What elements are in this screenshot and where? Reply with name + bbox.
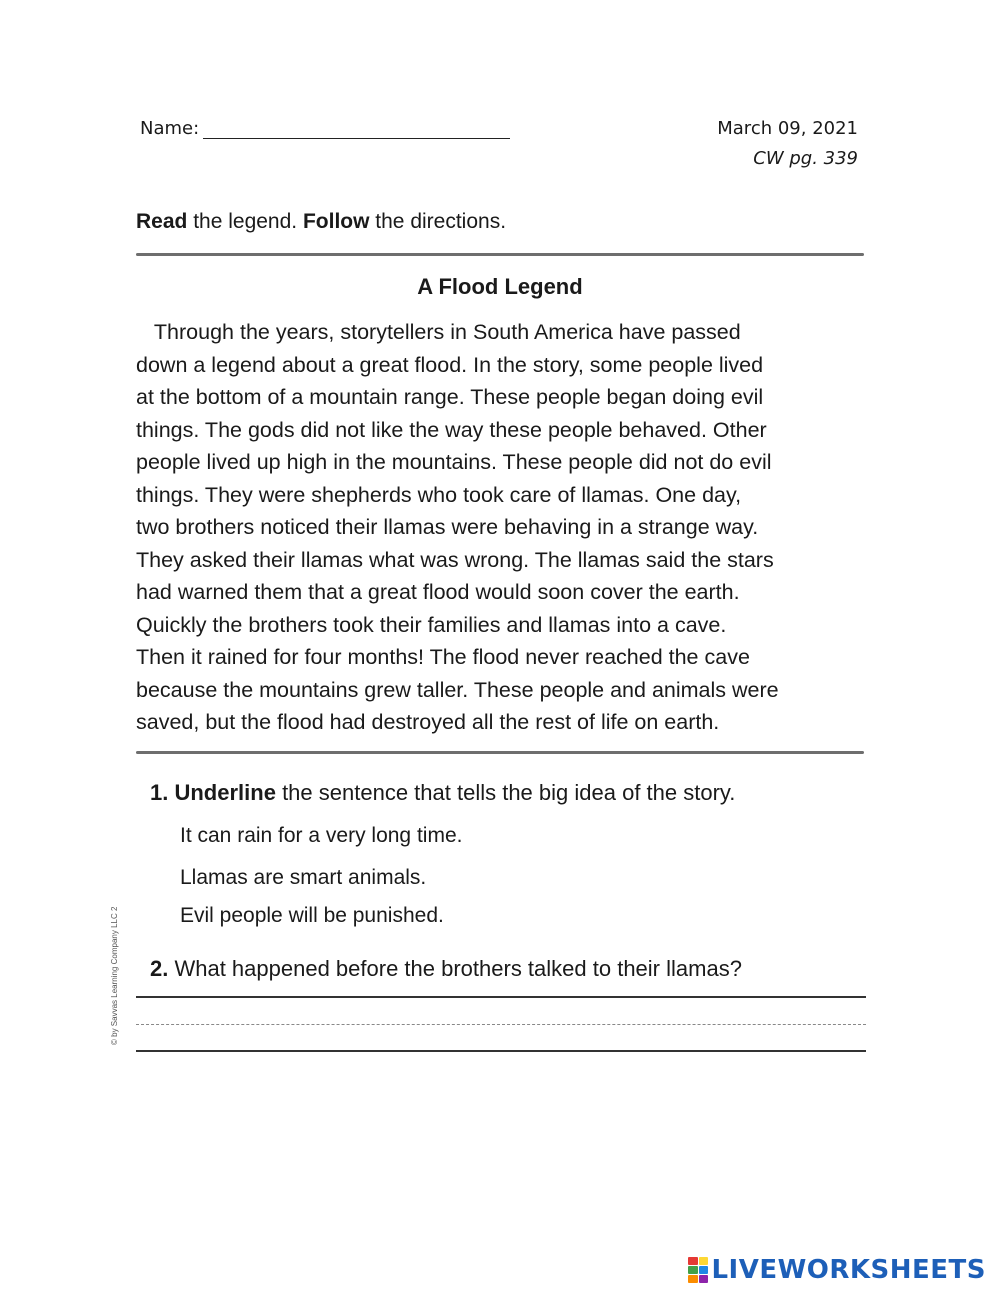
logo-block [699, 1266, 709, 1274]
question-2-text: What happened before the brothers talked to their llamas? [168, 956, 742, 981]
divider-top [136, 253, 864, 256]
passage-line: things. The gods did not like the way these people behaved. Other [136, 417, 767, 442]
divider-bottom [136, 751, 864, 754]
directions-read: Read [136, 210, 188, 233]
name-label: Name: [140, 118, 200, 139]
passage-title: A Flood Legend [417, 274, 583, 299]
answer-option[interactable]: It can rain for a very long time. [180, 824, 463, 847]
question-2 [150, 956, 742, 982]
passage-line: Through the years, storytellers in South America have passed [136, 320, 741, 344]
answer-option[interactable]: Llamas are smart animals. [180, 866, 427, 889]
answer-option[interactable]: Evil people will be punished. [180, 904, 444, 927]
directions [136, 210, 506, 234]
passage-line: things. They were shepherds who took care of llamas. One day, [136, 482, 742, 507]
logo-block [688, 1257, 698, 1265]
logo-block [699, 1275, 709, 1283]
liveworksheets-logo [688, 1255, 986, 1285]
passage-line: saved, but the flood had destroyed all the rest of life on earth. [136, 710, 720, 734]
logo-text: LIVEWORKSHEETS [711, 1255, 986, 1285]
question-1 [150, 780, 735, 806]
directions-follow: Follow [302, 210, 370, 233]
passage-line: Then it rained for four months! The flood never reached the cave [136, 645, 750, 669]
date: March 09, 2021 [717, 118, 858, 139]
passage-line: They asked their llamas what was wrong. The llamas said the stars [136, 547, 774, 572]
passage-line: Quickly the brothers took their families and llamas into a cave. [136, 612, 727, 637]
answer-line-bottom[interactable] [136, 1050, 866, 1052]
passage-line: at the bottom of a mountain range. These people began doing evil [136, 385, 764, 409]
directions-follow-rest: the directions. [369, 210, 507, 233]
name-field[interactable] [203, 138, 510, 139]
page-reference: CW pg. 339 [753, 148, 858, 169]
passage-line: two brothers noticed their llamas were behaving in a strange way. [136, 515, 759, 539]
question-2-number: 2. [150, 956, 169, 981]
logo-block [699, 1257, 709, 1265]
directions-read-rest: the legend. [187, 210, 303, 233]
passage-line: people lived up high in the mountains. These people did not do evil [136, 450, 772, 474]
answer-line-top[interactable] [136, 996, 866, 998]
copyright-notice: © by Savvas Learning Company LLC 2 [110, 906, 119, 1045]
logo-block [688, 1275, 698, 1283]
passage-line: down a legend about a great flood. In the story, some people lived [136, 352, 764, 377]
question-1-verb: Underline [174, 780, 276, 805]
passage-line: had warned them that a great flood would soon cover the earth. [136, 580, 740, 604]
passage-text [136, 316, 876, 739]
question-1-number: 1. [150, 780, 169, 805]
logo-icon [688, 1257, 708, 1283]
question-1-text: the sentence that tells the big idea of the story. [275, 780, 736, 805]
passage-line: because the mountains grew taller. These people and animals were [136, 677, 779, 702]
logo-block [688, 1266, 698, 1274]
answer-line-guide [136, 1024, 866, 1025]
